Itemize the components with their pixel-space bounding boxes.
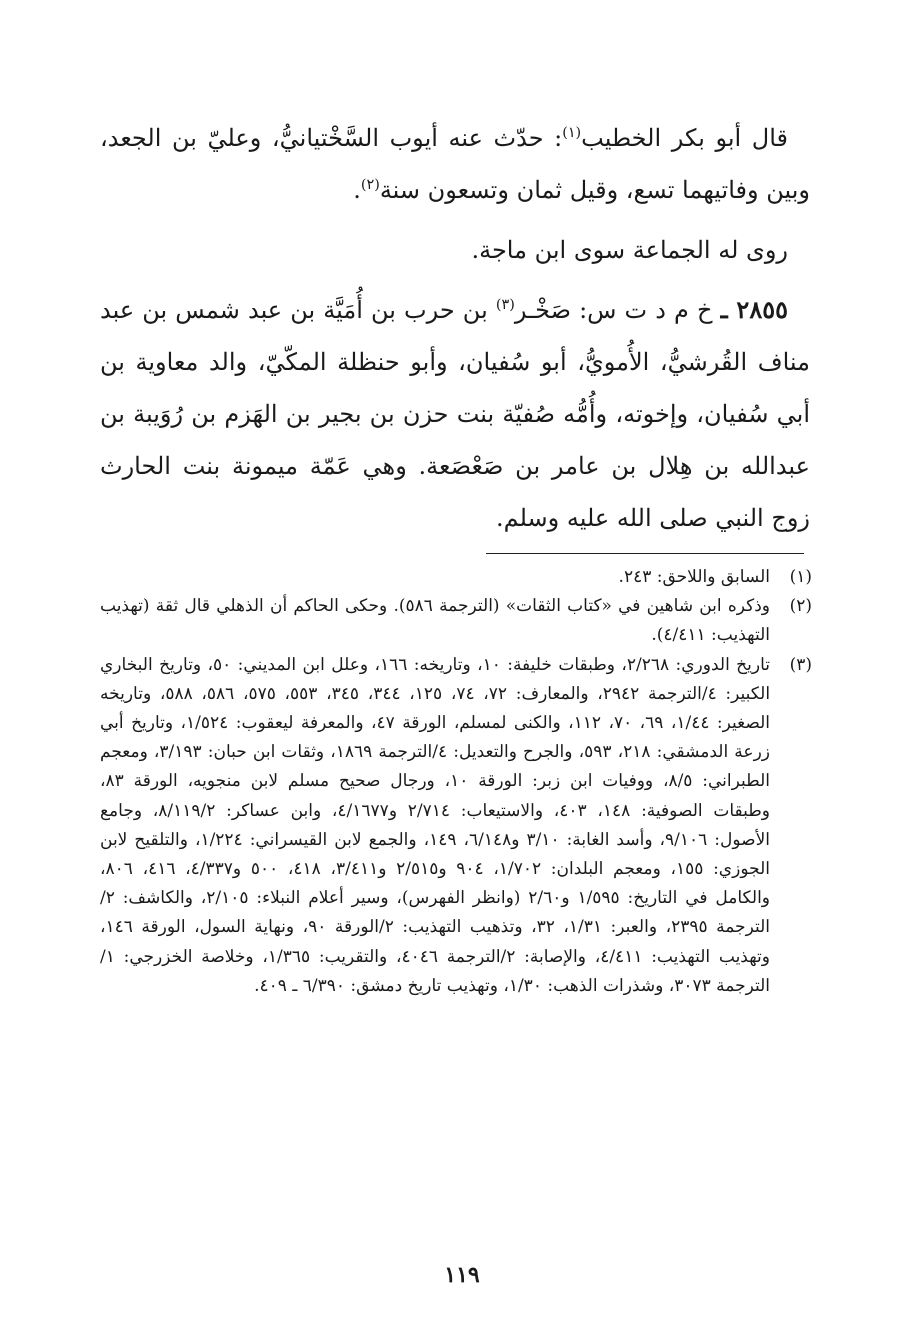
entry-2855 [100,284,810,544]
footnote-1 [100,563,812,592]
para1-text-b: : حدّث عنه أيوب السَّخْتيانيُّ، وعليّ بن الجعد، وبين وفاتيهما تسع، وقيل ثمان وتسعون سنة [100,124,810,204]
page-number: ١١٩ [444,1262,480,1288]
main-text [100,112,810,544]
entry-number: ٢٨٥٥ ـ [720,295,788,324]
footnote-2 [100,592,812,650]
footnote-ref-2: (٢) [360,177,380,193]
footnote-ref-3: (٣) [495,297,515,313]
footnote-3 [100,651,812,1001]
footnote-text: السابق واللاحق: ٢٤٣. [618,567,770,587]
paragraph-narrators [100,224,810,276]
footnote-text: وذكره ابن شاهين في «كتاب الثقات» (الترجمة ٥٨٦). وحكى الحاكم أن الذهلي قال ثقة (تهذيب التهذيب: ٤/٤١١). [100,596,770,646]
para1-end: . [353,176,361,204]
footnotes [100,563,812,1001]
entry-name: صَخْـر [514,296,571,324]
footnote-number: (٢) [789,596,812,617]
entry-codes: خ م د ت س: [579,296,713,324]
entry-biography: بن حرب بن أُمَيَّة بن عبد شمس بن عبد مناف القُرشيُّ، الأُمويُّ، أبو سُفيان، وأبو حنظلة المكّيّ، والد معاوية بن أبي سُفيان، وإخوته، وأُمُّه صُفيّة بنت حزن بن بجير بن الهَزم بن رُوَيبة بن عبدالله بن هِلال بن عامر بن صَعْصَعة. وهي عَمّة ميمونة بنت الحارث زوج النبي صلى الله عليه وسلم. [100,296,810,532]
footnote-separator [486,553,804,554]
footnote-ref-1: (١) [562,125,582,141]
footnote-number: (٣) [789,654,812,675]
para2-text: روى له الجماعة سوى ابن ماجة. [471,236,788,264]
para1-text-a: قال أبو بكر الخطيب [581,124,788,152]
footnote-text: تاريخ الدوري: ٢/٢٦٨، وطبقات خليفة: ١٠، وتاريخه: ١٦٦، وعلل ابن المديني: ٥٠، وتاريخ البخاري الكبير: ٤/الترجمة ٢٩٤٢، والمعارف: ٧٢، ٧٤، ١٢٥، ٣٤٤، ٣٤٥، ٥٥٣، ٥٧٥، ٥٨٦، ٥٨٨، وتاريخه الصغير: ١/٤٤، ٦٩، ٧٠، ١١٢، والكنى لمسلم، الورقة ٤٧، والمعرفة ليعقوب: ١/٥٢٤، وتاريخ أبي زرعة الدمشقي: ٢١٨، ٥٩٣، والجرح والتعديل: ٤/الترجمة ١٨٦٩، وثقات ابن حبان: ٣/١٩٣، ومعجم الطبراني: ٨/٥، ووفيات ابن زبر: الورقة ١٠، ورجال صحيح مسلم لابن منجويه، الورقة ٨٣، وطبقات الصوفية: ١٤٨، ٤٠٣، والاستيعاب: ٢/٧١٤ و٤/١٦٧٧، وابن عساكر: ٨/١١٩/٢، وجامع الأصول: ٩/١٠٦، وأسد الغابة: ٣/١٠ و٦/١٤٨، ١٤٩، والجمع لابن القيسراني: ١/٢٢٤، والتلقيح لابن الجوزي: ١٥٥، ومعجم البلدان: ١/٧٠٢، ٩٠٤ و٢/٥١٥ و٣/٤١١، ٤١٨، ٥٠٠ و٤/٣٣٧، ٤١٦، ٨٠٦، والكامل في التاريخ: ١/٥٩٥ و٢/٦٠ (وانظر الفهرس)، وسير أعلام النبلاء: ٢/١٠٥، والكاشف: ٢/الترجمة ٢٣٩٥، والعبر: ١/٣١، ٣٢، وتذهيب التهذيب: ٢/الورقة ٩٠، ونهاية السول، الورقة ١٤٦، وتهذيب التهذيب: ٤/٤١١، والإصابة: ٢/الترجمة ٤٠٤٦، والتقريب: ١/٣٦٥، وخلاصة الخزرجي: ١/الترجمة ٣٠٧٣، وشذرات الذهب: ١/٣٠، وتهذيب تاريخ دمشق: ٦/٣٩٠ ـ ٤٠٩. [100,654,771,996]
paragraph-khatib-quote [100,112,810,216]
footnote-number: (١) [789,567,812,587]
